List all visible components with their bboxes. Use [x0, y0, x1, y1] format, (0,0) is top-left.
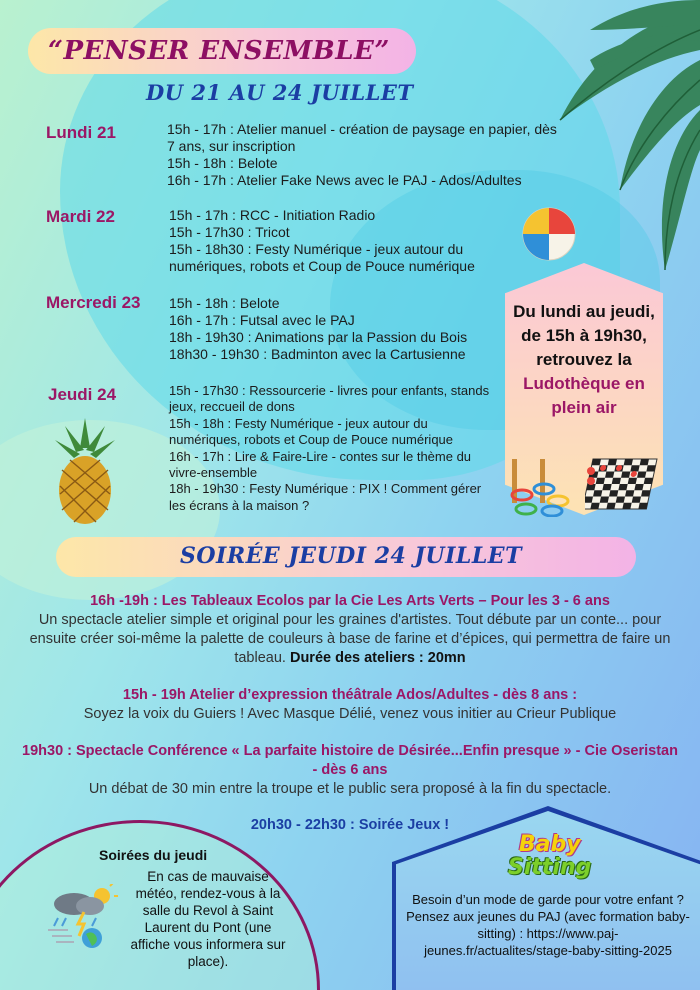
day-label: Lundi 21 [46, 123, 116, 142]
event-item: 15h - 17h30 : Tricot [169, 224, 290, 240]
event-item: 15h - 17h : RCC - Initiation Radio [169, 207, 376, 223]
event-item: 15h - 18h : Festy Numérique - jeux autour du numériques, robots et Coup de Pouce numérique [169, 415, 454, 448]
event-item: 18h30 - 19h30 : Badminton avec la Cartusienne [169, 346, 466, 362]
program-item-heading: 15h - 19h Atelier d’expression théâtrale Ados/Adultes - dès 8 ans : [122, 687, 578, 703]
program-item-heading: 19h30 : Spectacle Conférence « La parfaite histoire de Désirée...Enfin presque » - Cie Oseristan - dès 6 ans [22, 743, 678, 778]
event-item: 15h - 18h : Belote [169, 295, 280, 311]
date-range: DU 21 AU 24 JUILLET [146, 80, 414, 105]
weather-icon [44, 884, 120, 950]
program-item-heading: 20h30 - 22h30 : Soirée Jeux ! [250, 817, 450, 833]
program-item-heading: 16h -19h : Les Tableaux Ecolos par la Cie Les Arts Verts – Pour les 3 - 6 ans [90, 593, 610, 609]
babysitting-text: Besoin d’un mode de garde pour votre enfant ? Pensez aux jeunes du PAJ (avec formation baby-sitting) : https://www.paj-jeunes.fr/actualites/stage-baby-sitting-2025 [406, 892, 690, 958]
event-item: 15h - 18h : Belote [167, 155, 278, 171]
event-item: 16h - 17h : Lire & Faire-Lire - contes sur le thème du vivre-ensemble [169, 448, 472, 481]
babysitting-logo-line2: Sitting [508, 855, 592, 880]
soiree-program [20, 592, 680, 851]
event-list [169, 383, 494, 514]
program-item-duration: Durée des ateliers : 20mn [289, 650, 466, 666]
page-title: “PENSER ENSEMBLE” [48, 36, 390, 66]
day-label: Mercredi 23 [46, 293, 141, 312]
event-item: 15h - 17h30 : Ressourcerie - livres pour enfants, stands jeux, reccueil de dons [169, 383, 490, 415]
day-label: Mardi 22 [46, 207, 115, 226]
weather-info-title: Soirées du jeudi [99, 847, 208, 863]
event-list [167, 121, 557, 189]
event-item: 15h - 18h30 : Festy Numérique - jeux autour du numériques, robots et Coup de Pouce numérique [169, 241, 475, 274]
program-item [20, 592, 680, 668]
event-item: 18h - 19h30 : Festy Numérique : PIX ! Comment gérer les écrans à la maison ? [169, 481, 482, 513]
event-item: 16h - 17h : Atelier Fake News avec le PAJ - Ados/Adultes [167, 172, 522, 188]
babysitting-logo-line1: Baby [518, 832, 581, 857]
event-item: 15h - 17h : Atelier manuel - création de paysage en papier, dès 7 ans, sur inscription [167, 121, 557, 154]
checkers-board-icon [585, 455, 663, 515]
program-item-body: Soyez la voix du Guiers ! Avec Masque Délié, venez vous initier au Crieur Publique [83, 706, 617, 722]
ludotheque-text [505, 300, 663, 420]
pineapple-icon [50, 418, 120, 526]
program-item-body: Un débat de 30 min entre la troupe et le public sera proposé à la fin du spectacle. [88, 781, 612, 797]
program-item [20, 686, 680, 724]
event-item: 16h - 17h : Futsal avec le PAJ [169, 312, 355, 328]
babysitting-logo [508, 834, 591, 879]
ludotheque-intro: Du lundi au jeudi, de 15h à 19h30, retrouvez la [513, 302, 655, 369]
day-label: Jeudi 24 [48, 385, 117, 404]
program-item-body [20, 611, 680, 668]
program-item [20, 742, 680, 799]
ludotheque-accent: Ludothèque en plein air [523, 374, 645, 417]
program-item-description: Un spectacle atelier simple et original pour les graines d'artistes. Tout débute par un conte... pour ensuite créer soi-même la palette de couleurs à base de farine et d’épices, qui permettra de faire un tableau. [29, 612, 671, 666]
event-item: 18h - 19h30 : Animations par la Passion du Bois [169, 329, 468, 345]
event-list [169, 295, 489, 363]
ring-toss-icon [502, 455, 574, 517]
beach-ball-icon [521, 206, 577, 262]
soiree-title: SOIRÉE JEUDI 24 JUILLET [180, 543, 522, 569]
weather-info-text: En cas de mauvaise météo, rendez-vous à la salle du Revol à Saint Laurent du Pont (une affiche vous informera sur place). [130, 869, 286, 969]
event-list [169, 207, 489, 275]
